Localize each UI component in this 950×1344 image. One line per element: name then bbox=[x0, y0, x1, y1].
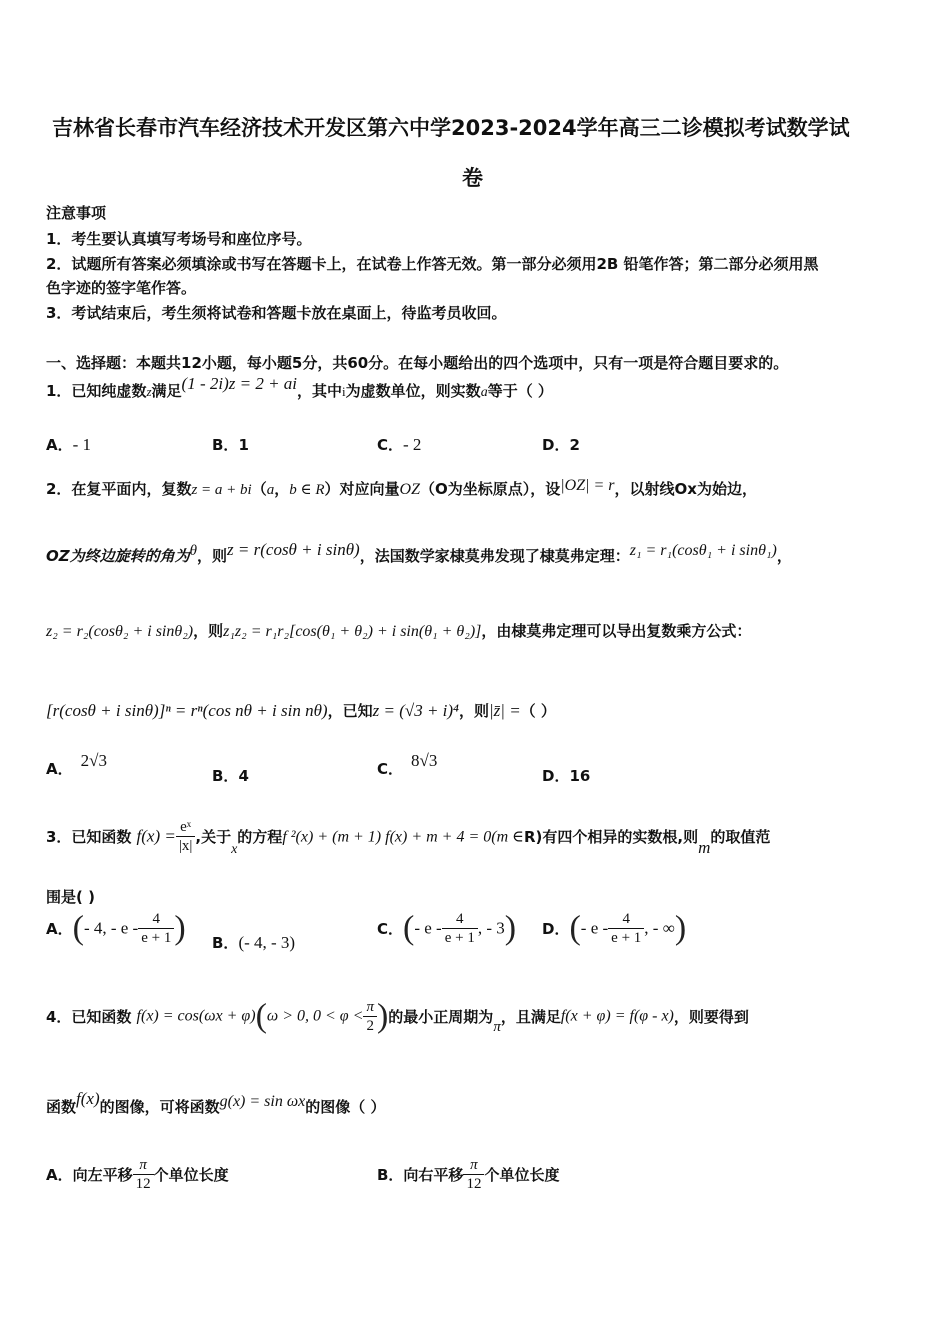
q4-math: π bbox=[493, 1019, 501, 1035]
q3-text: 的方程 bbox=[237, 828, 283, 846]
option-label: B． bbox=[212, 767, 239, 785]
option-value: - e - bbox=[580, 918, 609, 938]
option-fraction bbox=[608, 910, 644, 947]
fraction-numerator: π bbox=[133, 1156, 154, 1175]
q3-text: R)有四个相异的实数根,则 bbox=[524, 828, 699, 846]
q4-math: ω > 0, 0 < φ < bbox=[266, 1007, 364, 1025]
option-label: D． bbox=[542, 767, 570, 785]
q2-math: z₁ = r₁(cosθ₁ + i sinθ₁) bbox=[629, 542, 777, 559]
q4-text: 的图像，可将函数 bbox=[99, 1098, 220, 1116]
fraction-denominator: |x| bbox=[178, 838, 193, 854]
option-value: , - 3 bbox=[477, 918, 505, 938]
q3-text: 3．已知函数 bbox=[46, 828, 132, 846]
notice-item: 色字迹的签字笔作答。 bbox=[46, 279, 197, 297]
q3-option-c bbox=[377, 910, 516, 947]
option-value: 1 bbox=[238, 436, 249, 454]
option-value: 个单位长度 bbox=[484, 1166, 560, 1184]
option-label: B．向右平移 bbox=[377, 1166, 464, 1184]
q2-math: z = a + bi bbox=[191, 482, 252, 498]
bracket: ( bbox=[255, 997, 267, 1035]
fraction-numerator: π bbox=[463, 1156, 484, 1175]
q2-math: b ∈ R bbox=[289, 482, 325, 498]
option-fraction bbox=[442, 910, 478, 947]
q1-text: 1．已知纯虚数 bbox=[46, 382, 147, 400]
q2-text: ，则 bbox=[193, 622, 224, 640]
q2-option-c bbox=[377, 751, 438, 779]
q4-fraction bbox=[363, 998, 377, 1035]
option-value: , - ∞ bbox=[644, 918, 675, 938]
q1-option-c bbox=[377, 434, 421, 455]
q2-option-d bbox=[542, 765, 590, 786]
option-fraction bbox=[138, 910, 174, 947]
q4-option-b bbox=[377, 1156, 559, 1193]
q4-math: f(x) = cos(ωx + φ) bbox=[136, 1007, 256, 1025]
q3-option-d bbox=[542, 910, 686, 947]
q2-math: OZ bbox=[399, 481, 420, 498]
q3-text: 围是( ) bbox=[46, 888, 95, 906]
fraction-denominator: 12 bbox=[135, 1176, 151, 1192]
question-1 bbox=[46, 374, 553, 401]
q4-text: 4．已知函数 bbox=[46, 1008, 132, 1026]
q4-text: ，则要得到 bbox=[673, 1008, 749, 1026]
q1-option-d bbox=[542, 434, 580, 455]
option-value: - e - bbox=[414, 918, 442, 938]
option-label: C． bbox=[377, 760, 404, 778]
fraction-denominator: e + 1 bbox=[611, 930, 642, 946]
q4-text: 的最小正周期为 bbox=[388, 1008, 494, 1026]
notice-item: 1．考生要认真填写考场号和座位序号。 bbox=[46, 230, 312, 248]
q2-math: z₂ = r₂(cosθ₂ + i sinθ₂) bbox=[46, 623, 194, 640]
q3-math: f(x) = bbox=[136, 826, 176, 846]
option-value: 16 bbox=[569, 767, 591, 785]
q2-math: a bbox=[266, 482, 275, 498]
q4-math: f(x + φ) = f(φ - x) bbox=[560, 1007, 674, 1025]
q2-text: （ ） bbox=[520, 702, 556, 720]
question-2-line-2 bbox=[46, 540, 792, 566]
q3-text: ,关于 bbox=[195, 828, 232, 846]
bracket: ( bbox=[72, 909, 84, 947]
q2-text: ， bbox=[776, 547, 792, 565]
option-value: 2√3 bbox=[80, 751, 107, 770]
q4-option-a bbox=[46, 1156, 229, 1193]
option-label: A． bbox=[46, 760, 73, 778]
fraction-denominator: e + 1 bbox=[444, 930, 475, 946]
fraction-numerator: 4 bbox=[138, 910, 174, 929]
option-value: - 4, - e - bbox=[83, 918, 139, 938]
q4-text: 的图像（ ） bbox=[305, 1098, 386, 1116]
page-title: 吉林省长春市汽车经济技术开发区第六中学2023-2024学年高三二诊模拟考试数学试 bbox=[52, 116, 850, 140]
q1-var-z: z bbox=[146, 384, 152, 399]
page-title-continued: 卷 bbox=[462, 166, 483, 190]
q4-text: ，且满足 bbox=[500, 1008, 561, 1026]
section-heading: 一、选择题：本题共12小题，每小题5分，共60分。在每小题给出的四个选项中，只有一项是符合题目要求的。 bbox=[46, 354, 789, 372]
q3-fraction bbox=[176, 818, 196, 855]
fraction-denominator: 12 bbox=[466, 1176, 482, 1192]
fraction-numerator: 4 bbox=[608, 910, 644, 929]
q2-text: 2．在复平面内，复数 bbox=[46, 480, 192, 498]
q3-math: f ²(x) + (m + 1) f(x) + m + 4 = 0(m ∈ bbox=[282, 828, 524, 846]
q1-var-a: a bbox=[480, 385, 488, 400]
q2-math: [r(cosθ + i sinθ)]ⁿ = rⁿ(cos nθ + i sin nθ) bbox=[46, 701, 328, 720]
option-value: - 2 bbox=[403, 435, 422, 454]
q2-text: ， bbox=[274, 480, 290, 498]
q1-equation: (1 - 2i)z = 2 + ai bbox=[181, 374, 298, 393]
q4-math: g(x) = sin ωx bbox=[219, 1093, 306, 1110]
option-value: (- 4, - 3) bbox=[238, 933, 296, 952]
q1-text: 等于（ ） bbox=[487, 382, 553, 400]
option-value: 个单位长度 bbox=[153, 1166, 229, 1184]
q3-option-b bbox=[212, 932, 295, 953]
bracket: ) bbox=[674, 909, 687, 947]
q2-text: ，以射线Ox为始边， bbox=[614, 480, 757, 498]
q2-text: ，由棣莫弗定理可以导出复数乘方公式： bbox=[481, 622, 752, 640]
option-label: D． bbox=[542, 436, 570, 454]
q1-option-b bbox=[212, 434, 249, 455]
q2-text: ，则 bbox=[197, 547, 228, 565]
bracket: ) bbox=[174, 909, 186, 947]
q2-text: OZ为终边旋转的角为 bbox=[46, 547, 190, 565]
q2-text: ，则 bbox=[458, 702, 489, 720]
option-label: D． bbox=[542, 920, 570, 938]
q2-math: z = (√3 + i)⁴ bbox=[372, 701, 459, 720]
bracket: ) bbox=[376, 997, 389, 1035]
option-value: - 1 bbox=[72, 435, 92, 454]
q2-math: z₁z₂ = r₁r₂[cos(θ₁ + θ₂) + i sin(θ₁ + θ₂)] bbox=[223, 623, 482, 640]
option-fraction bbox=[463, 1156, 484, 1193]
q2-text: ，已知 bbox=[327, 702, 373, 720]
option-fraction bbox=[133, 1156, 154, 1193]
q2-math: z = r(cosθ + i sinθ) bbox=[227, 540, 360, 559]
bracket: ) bbox=[504, 909, 517, 947]
option-label: A．向左平移 bbox=[46, 1166, 133, 1184]
notice-item: 2．试题所有答案必须填涂或书写在答题卡上，在试卷上作答无效。第一部分必须用2B 铅笔作答；第二部分必须用黑 bbox=[46, 255, 819, 273]
question-4-line-1 bbox=[46, 998, 749, 1036]
option-label: C． bbox=[377, 436, 404, 454]
q3-option-a bbox=[46, 910, 186, 947]
q1-var-i: i bbox=[342, 384, 346, 399]
question-3-line-1 bbox=[46, 818, 770, 858]
q2-option-b bbox=[212, 765, 249, 786]
q2-math: |OZ| = r bbox=[560, 477, 615, 494]
q4-text: 函数 bbox=[46, 1098, 77, 1116]
q2-math: θ bbox=[189, 543, 198, 559]
q3-math: x bbox=[231, 842, 238, 857]
fraction-denominator: e + 1 bbox=[141, 930, 172, 946]
q2-math: |z̄| = bbox=[488, 701, 521, 720]
bracket: ( bbox=[569, 909, 581, 947]
q4-math: f(x) bbox=[76, 1089, 100, 1108]
q1-text: ，其中 bbox=[297, 382, 343, 400]
fraction-numerator: eˣ bbox=[176, 818, 196, 837]
notice-heading: 注意事项 bbox=[46, 204, 107, 222]
option-value: 4 bbox=[238, 767, 249, 785]
q2-text: ，法国数学家棣莫弗发现了棣莫弗定理： bbox=[359, 547, 630, 565]
q2-text: （ bbox=[251, 480, 267, 498]
question-2-line-3 bbox=[46, 620, 751, 641]
q2-text: ）对应向量 bbox=[324, 480, 400, 498]
option-label: B． bbox=[212, 436, 239, 454]
option-label: A． bbox=[46, 920, 73, 938]
q1-option-a bbox=[46, 434, 91, 455]
q2-text: （O为坐标原点），设 bbox=[419, 480, 561, 498]
fraction-numerator: π bbox=[363, 998, 377, 1017]
q2-option-a bbox=[46, 751, 107, 779]
option-value: 8√3 bbox=[411, 751, 438, 770]
option-label: B． bbox=[212, 934, 239, 952]
question-4-line-2 bbox=[46, 1089, 386, 1117]
option-label: A． bbox=[46, 436, 73, 454]
q3-math: m bbox=[698, 838, 711, 857]
option-label: C． bbox=[377, 920, 404, 938]
fraction-numerator: 4 bbox=[442, 910, 478, 929]
fraction-denominator: 2 bbox=[366, 1018, 374, 1034]
bracket: ( bbox=[403, 909, 415, 947]
question-2-line-1 bbox=[46, 478, 757, 499]
notice-item: 3．考试结束后，考生须将试卷和答题卡放在桌面上，待监考员收回。 bbox=[46, 304, 507, 322]
q1-text: 满足 bbox=[151, 382, 182, 400]
q1-text: 为虚数单位，则实数 bbox=[345, 382, 481, 400]
q3-text: 的取值范 bbox=[710, 828, 771, 846]
option-value: 2 bbox=[569, 436, 580, 454]
question-2-line-4 bbox=[46, 700, 556, 721]
